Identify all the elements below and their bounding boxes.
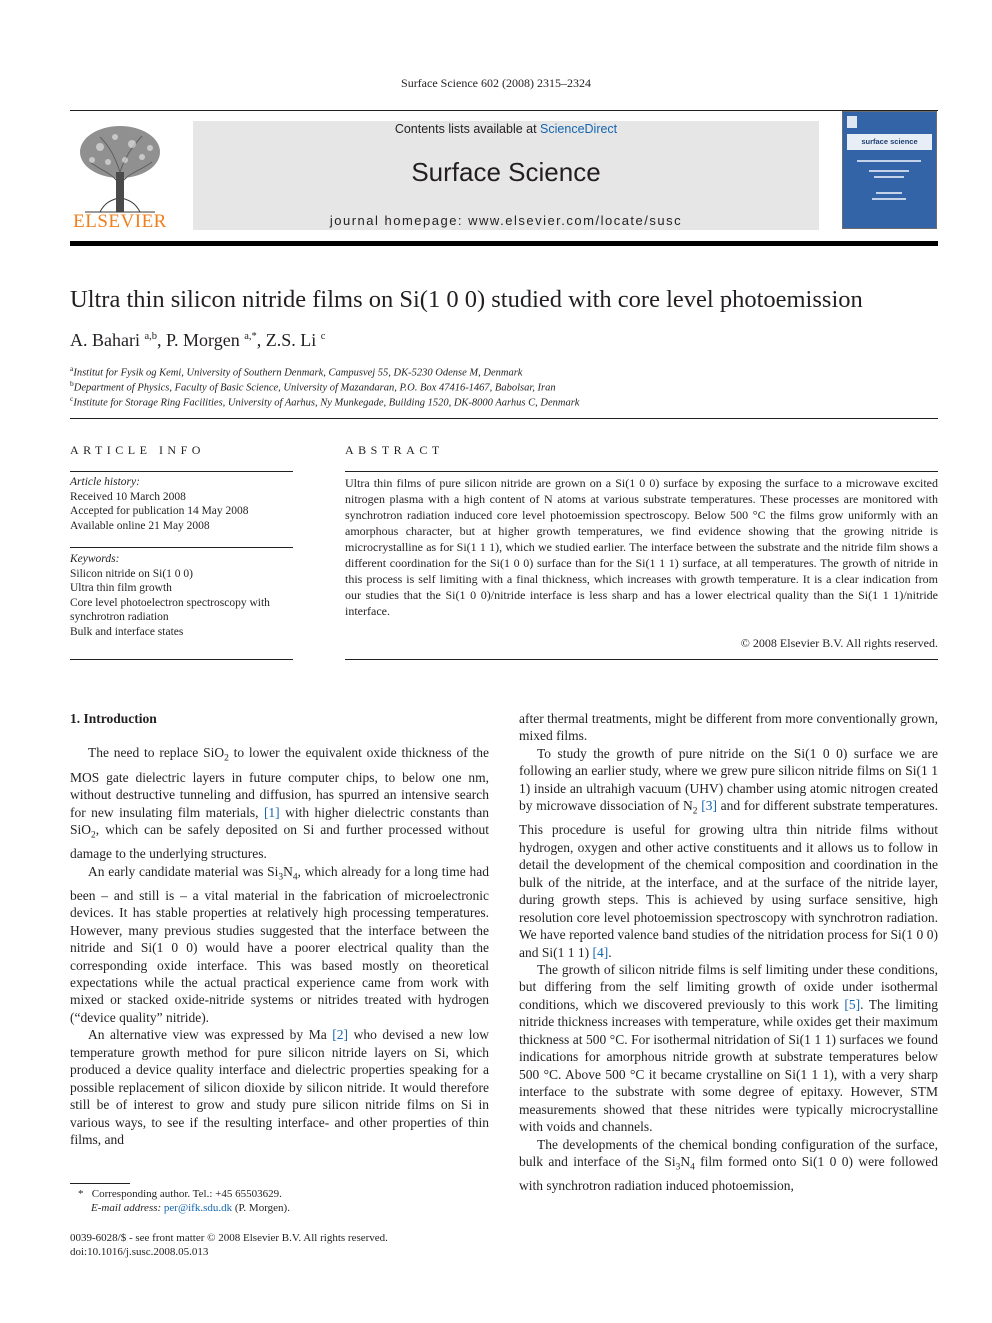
article-title: Ultra thin silicon nitride films on Si(1 0 0) studied with core level photoemission [70, 286, 863, 313]
keywords-label: Keywords: [70, 553, 120, 565]
abstract-bottom-rule [345, 659, 938, 660]
history-item: Available online 21 May 2008 [70, 519, 210, 532]
corresponding-author: * Corresponding author. Tel.: +45 65503629. [78, 1188, 282, 1200]
email-line: E-mail address: per@ifk.sdu.dk (P. Morgen). [91, 1202, 290, 1214]
paragraph: The need to replace SiO$_2$ to lower the equivalent oxide thickness of the MOS gate dielectric layers in future computer chips, to below one nm, without destructive tunneling and diffusion, has spurred an intensive search for new insulating film materials, [1] with higher dielectric constants than SiO$_2$, which can be safely deposited on Si and further processed without damage to the underlying structures. [70, 745, 489, 862]
affil-marker: b [70, 379, 74, 388]
email-link[interactable]: per@ifk.sdu.dk [163, 1202, 233, 1214]
author-affil-marker: a,* [244, 331, 257, 342]
cover-title: surface science [847, 134, 932, 150]
journal-cover-image [842, 111, 937, 229]
contents-text: Contents lists available at [394, 122, 541, 136]
keyword-item: Silicon nitride on Si(1 0 0) [70, 567, 193, 580]
article-info-rule [70, 471, 293, 472]
header-rule [70, 110, 938, 111]
cover-badge [847, 116, 857, 128]
article-info-heading: ARTICLE INFO [70, 443, 205, 457]
doi-line[interactable]: doi:10.1016/j.susc.2008.05.013 [70, 1246, 209, 1258]
footnote [78, 1187, 478, 1215]
body-right-column [519, 710, 938, 1195]
tree-icon [70, 122, 170, 214]
history-label: Article history: [70, 476, 140, 488]
article-history [70, 475, 300, 533]
author-affil-marker: c [320, 331, 326, 342]
paragraph: An alternative view was expressed by Ma [2] who devised a new low temperature growth method for pure silicon nitride layers on Si, which produced a device quality interface and dielectric properties speaking for a possible replacement of silicon dioxide by silicon nitride. It would therefore still be of interest to grow and study pure silicon nitride films on Si in various ways, to see if the resulting interface- and other properties of thin films, and [70, 1027, 489, 1148]
front-matter [70, 1231, 670, 1259]
author-name[interactable]: P. Morgen [166, 330, 240, 350]
affil-marker: c [70, 394, 74, 403]
author-name[interactable]: Z.S. Li [265, 330, 317, 350]
journal-banner [193, 121, 819, 230]
abstract-heading: ABSTRACT [345, 443, 444, 457]
paragraph: The developments of the chemical bonding configuration of the surface, bulk and interface of the $Si_3N_4$ film formed onto Si(1 0 0) were followed with synchrotron radiation induced photoemission, [519, 1136, 938, 1194]
keyword-item: synchrotron radiation [70, 611, 169, 623]
affil-marker: a [70, 364, 74, 373]
paragraph: To study the growth of pure nitride on the Si(1 0 0) surface we are following an earlier study, where we grew pure silicon nitride films on Si(1 1 1) inside an ultrahigh vacuum (UHV) chamber using atomic nitrogen created by microwave dissociation of $N_2$ [3] and for different substrate temperatures. This procedure is useful for growing ultra thin nitride films without hydrogen, oxygen and other active constituents and it allows us to follow in detail the development of the chemical composition and coordination in the bulk of the nitride, at the interface, and at the surface of the nitride layer, during growth steps. This is achieved by using surface sensitive, high resolution core level photoemission spectroscopy with synchrotron radiation. We have reported valence band studies of the nitridation process for Si(1 0 0) and Si(1 1 1) [4]. [519, 745, 939, 960]
contents-line [193, 121, 819, 136]
author-name[interactable]: A. Bahari [70, 330, 140, 350]
affil-text: Department of Physics, Faculty of Basic Science, University of Mazandaran, P.O. Box 47416-1467, Babolsar, Iran [73, 382, 556, 394]
keyword-item: Ultra thin film growth [70, 582, 172, 594]
affiliation [70, 379, 556, 394]
elsevier-wordmark: ELSEVIER [73, 211, 167, 232]
history-item: Received 10 March 2008 [70, 490, 186, 503]
author-list [70, 330, 325, 351]
abstract-copyright: © 2008 Elsevier B.V. All rights reserved. [740, 636, 938, 650]
author-separator: , [157, 330, 167, 350]
journal-citation: Surface Science 602 (2008) 2315–2324 [401, 76, 591, 90]
keyword-item: Core level photoelectron spectroscopy with [70, 596, 270, 609]
elsevier-logo [70, 122, 170, 232]
affil-text: Institute for Storage Ring Facilities, University of Aarhus, Ny Munkegade, Building 1520, DK-8000 Aarhus C, Denmark [73, 397, 580, 409]
reference-link[interactable]: [4] [592, 944, 609, 960]
keywords-block [70, 552, 300, 639]
body-left-column [70, 710, 489, 1148]
issn-line: 0039-6028/$ - see front matter © 2008 Elsevier B.V. All rights reserved. [70, 1232, 388, 1244]
paragraph: after thermal treatments, might be different from more conventionally grown, mixed films. [519, 711, 938, 744]
keywords-rule [70, 547, 293, 548]
reference-link[interactable]: [1] [263, 804, 280, 820]
banner-rule [70, 241, 938, 246]
affiliation-rule [70, 418, 938, 419]
sciencedirect-link[interactable]: ScienceDirect [540, 122, 618, 136]
affiliation [70, 364, 522, 379]
journal-title: Surface Science [411, 157, 601, 187]
journal-homepage[interactable]: journal homepage: www.elsevier.com/locate/susc [329, 213, 683, 228]
reference-link[interactable]: [2] [332, 1027, 349, 1043]
keyword-item: Bulk and interface states [70, 625, 184, 638]
abstract-rule [345, 471, 938, 472]
affiliation [70, 394, 579, 409]
history-item: Accepted for publication 14 May 2008 [70, 505, 249, 517]
article-info-bottom-rule [70, 659, 293, 660]
affil-text: Institut for Fysik og Kemi, University of Southern Denmark, Campusvej 55, DK-5230 Odense M, Denmark [73, 367, 523, 379]
section-heading: 1. Introduction [70, 711, 157, 726]
footnote-rule [70, 1183, 130, 1184]
author-affil-marker: a,b [144, 331, 158, 342]
reference-link[interactable]: [5] [844, 996, 861, 1012]
paragraph: An early candidate material was $Si_3N_4$, which already for a long time had been – and still is – a vital material in the fabrication of microelectronic devices. It has stable properties at relatively high processing temperatures. However, many previous studies suggested that the interface between the nitride and Si(1 0 0) would have a poorer electrical quality than the corresponding oxide interface. This was based mostly on theoretical expectations while the actual practical experience came from work with mixed or stacked oxide-nitride systems or nitrides treated with hydrogen (“device quality” nitride). [70, 863, 489, 1025]
abstract-text: Ultra thin films of pure silicon nitride are grown on a Si(1 0 0) surface by exposing the surface to a microwave excited nitrogen plasma with a high content of N atoms at various substrate temperatures. These processes are monitored with synchrotron radiation induced core level photoemission spectroscopy. Below 500 °C the films grow uniformly with an amorphous character, but at higher growth temperatures, we find evidence showing that the growing nitride is microcrystalline as for Si(1 1 1), which we studied earlier. The interface between the substrate and the nitride film shows a different coordination for the Si(1 0 0) surface than for the Si(1 1 1) surface, at all temperatures. The growth of nitride in this process is self limiting with a final thickness, which increases with growth temperature. It is a clear indication from our studies that the Si(1 0 0)/nitride interface is less sharp and has a lower electrical quality than the Si(1 1 1)/nitride interface. [345, 476, 938, 618]
reference-link[interactable]: [3] [701, 798, 717, 814]
paragraph: The growth of silicon nitride films is self limiting under these conditions, but differing from the self limiting growth of oxide under isothermal conditions, which we discovered previously to this work [5]. The limiting nitride thickness increases with temperature, while oxides get their maximum thickness at 500 °C. For isothermal nitridation of Si(1 1 1) surfaces we found indications for amorphous nitride growth at substrate temperatures below 500 °C. Above 500 °C it became crystalline on Si(1 1 1), with a very sharp interface to the substrate with some degree of epitaxy. However, STM measurements showed that these nitrides were typically microcrystalline with voids and channels. [519, 962, 939, 1135]
author-separator: , [256, 330, 266, 350]
cover-text-lines [857, 160, 921, 204]
